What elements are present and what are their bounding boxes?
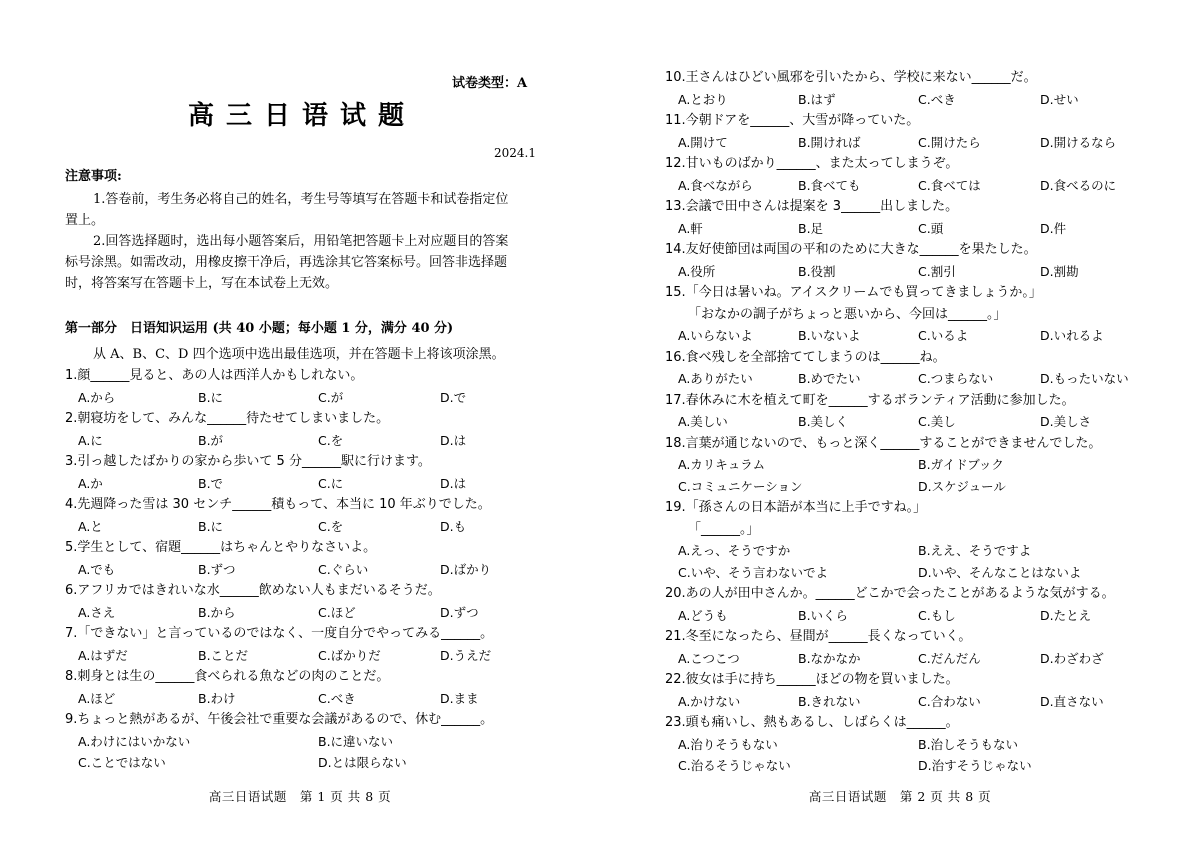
option-b[interactable]: B.に違いない (318, 733, 394, 749)
option-b[interactable]: B.で (198, 475, 224, 491)
option-d[interactable]: D.うえだ (440, 647, 492, 663)
option-d[interactable]: D.開けるなら (1040, 134, 1117, 150)
option-c[interactable]: C.べき (918, 91, 956, 107)
option-b[interactable]: B.美しく (798, 414, 849, 429)
question-text-line-2: 「______。」 (688, 521, 760, 537)
answer-options (78, 604, 558, 622)
option-b[interactable]: B.に (198, 518, 224, 534)
option-b[interactable]: B.ずつ (198, 561, 236, 577)
answer-options (78, 754, 558, 772)
option-d[interactable]: D.スケジュール (918, 478, 1006, 494)
option-b[interactable]: B.役割 (798, 263, 836, 279)
option-d[interactable]: D.いれるよ (1040, 328, 1104, 343)
option-b[interactable]: B.なかなか (798, 650, 861, 666)
option-d[interactable]: D.いや、そんなことはないよ (918, 564, 1082, 580)
option-c[interactable]: C.つまらない (918, 371, 994, 386)
option-c[interactable]: C.コミュニケーション (678, 478, 803, 494)
option-b[interactable]: B.に (198, 389, 224, 405)
exam-date: 2024.1 (494, 146, 536, 160)
option-c[interactable]: C.ぐらい (318, 561, 369, 577)
question-text: 6.アフリカではきれいな水______飲めない人もまだいるそうだ。 (65, 583, 441, 598)
option-b[interactable]: B.いないよ (798, 328, 861, 343)
option-a[interactable]: A.でも (78, 561, 116, 577)
option-b[interactable]: B.治しそうもない (918, 736, 1019, 752)
option-d[interactable]: D.は (440, 475, 467, 491)
option-d[interactable]: D.で (440, 389, 467, 405)
option-c[interactable]: C.もし (918, 607, 956, 623)
option-b[interactable]: B.いくら (798, 607, 849, 623)
option-d[interactable]: D.わざわざ (1040, 650, 1104, 666)
option-b[interactable]: B.はず (798, 91, 836, 107)
option-a[interactable]: A.カリキュラム (678, 457, 766, 472)
option-a[interactable]: A.軒 (678, 220, 703, 236)
option-c[interactable]: C.治るそうじゃない (678, 758, 791, 773)
section-heading: 第一部分 日语知识运用 (共 40 小题；每小题 1 分，满分 40 分) (65, 321, 454, 336)
option-a[interactable]: A.はずだ (78, 647, 128, 663)
option-c[interactable]: C.だんだん (918, 650, 981, 666)
question-text: 16.食べ残しを全部捨ててしまうのは______ね。 (665, 349, 946, 365)
option-b[interactable]: B.きれない (798, 693, 861, 709)
option-c[interactable]: C.を (318, 518, 344, 534)
answer-options (78, 561, 558, 579)
option-a[interactable]: A.わけにはいかない (78, 733, 191, 749)
answer-options (678, 650, 1158, 668)
option-a[interactable]: A.ほど (78, 690, 116, 706)
option-d[interactable]: D.ばかり (440, 561, 492, 577)
page-footer: 高三日语试题 第 1 页 共 8 页 (208, 789, 392, 804)
page-footer: 高三日语试题 第 2 页 共 8 页 (808, 789, 992, 804)
option-a[interactable]: A.ありがたい (678, 371, 753, 386)
option-b[interactable]: B.ことだ (198, 647, 249, 663)
option-d[interactable]: D.とは限らない (318, 755, 407, 770)
question-text: 22.彼女は手に持ち______ほどの物を買いました。 (665, 672, 959, 687)
answer-options (678, 177, 1158, 195)
question-text: 9.ちょっと熱があるが、午後会社で重要な会議があるので、休む______。 (65, 712, 494, 727)
option-a[interactable]: A.どうも (678, 607, 728, 623)
option-c[interactable]: C.開けたら (918, 134, 981, 150)
option-b[interactable]: B.足 (798, 220, 824, 236)
option-a[interactable]: A.か (78, 475, 103, 491)
option-a[interactable]: A.に (78, 432, 103, 448)
question-text: 18.言葉が通じないので、もっと深く______することができませんでした。 (665, 435, 1102, 451)
question-text: 1.顔______見ると、あの人は西洋人かもしれない。 (65, 368, 364, 383)
section-instruction: 从 A、B、C、D 四个选项中选出最佳选项，并在答题卡上将该项涂黑。 (93, 347, 505, 362)
option-d[interactable]: D.ずつ (440, 604, 479, 620)
paper-type: 试卷类型：A (452, 76, 528, 91)
option-c[interactable]: C.べき (318, 690, 356, 706)
question-text: 13.会議で田中さんは提案を 3______出しました。 (665, 199, 959, 214)
answer-options (678, 542, 1158, 560)
option-c[interactable]: C.いや、そう言わないでよ (678, 564, 828, 580)
answer-options (78, 389, 558, 407)
answer-options (678, 693, 1158, 711)
question-text: 8.刺身とは生の______食べられる魚などの肉のことだ。 (65, 669, 390, 684)
option-a[interactable]: A.美しい (678, 414, 728, 429)
answer-options (678, 478, 1158, 496)
question-text: 14.友好使節団は両国の平和のために大きな______を果たした。 (665, 242, 1037, 257)
answer-options (78, 690, 558, 708)
answer-options (678, 456, 1158, 474)
question-text: 17.春休みに木を植えて町を______するボランティア活動に参加した。 (665, 392, 1075, 408)
answer-options (678, 220, 1158, 238)
option-d[interactable]: D.は (440, 432, 467, 448)
option-c[interactable]: C.美し (918, 414, 956, 429)
answer-options (678, 263, 1158, 281)
option-c[interactable]: C.頭 (918, 220, 944, 236)
answer-options (78, 432, 558, 450)
option-c[interactable]: C.いるよ (918, 328, 969, 343)
question-text: 15.「今日は暑いね。アイスクリームでも買ってきましょうか。」 (665, 285, 1042, 300)
question-text: 4.先週降った雪は 30 センチ______積もって、本当に 10 年ぶりでした。 (65, 497, 491, 512)
option-a[interactable]: A.かけない (678, 693, 741, 709)
option-b[interactable]: B.から (198, 604, 236, 620)
notice-2: 2.回答选择题时，选出每小题答案后，用铅笔把答题卡上对应题目的答案 标号涂黑。如需改动，用橡皮擦干净后，再选涂其它答案标号。回答非选择题 时，将答案写在答题卡上，写在本试卷上无效。 (65, 234, 509, 291)
option-c[interactable]: C.が (318, 389, 344, 405)
question-text: 20.あの人が田中さんか。______どこかで会ったことがあるような気がする。 (665, 586, 1115, 601)
option-d[interactable]: D.もったいない (1040, 371, 1129, 386)
question-text: 2.朝寝坊をして、みんな______待たせてしまいました。 (65, 411, 390, 426)
option-d[interactable]: D.も (440, 518, 467, 534)
option-d[interactable]: D.まま (440, 690, 479, 706)
question-text: 7.「できない」と言っているのではなく、一度自分でやってみる______。 (65, 626, 494, 641)
answer-options (678, 607, 1158, 625)
answer-options (678, 134, 1158, 152)
option-a[interactable]: A.から (78, 389, 116, 405)
question-text: 5.学生として、宿題______はちゃんとやりなさいよ。 (65, 540, 377, 555)
option-b[interactable]: B.食べても (798, 177, 861, 193)
question-text: 3.引っ越したばかりの家から歩いて 5 分______駅に行けます。 (65, 454, 431, 469)
option-d[interactable]: D.割勘 (1040, 263, 1079, 279)
option-c[interactable]: C.合わない (918, 693, 981, 709)
option-a[interactable]: A.と (78, 518, 103, 534)
answer-options (78, 475, 558, 493)
option-a[interactable]: A.食べながら (678, 177, 753, 193)
answer-options (678, 757, 1158, 775)
answer-options (678, 91, 1158, 109)
option-a[interactable]: A.役所 (678, 263, 716, 279)
option-a[interactable]: A.治りそうもない (678, 736, 778, 752)
option-d[interactable]: D.美しさ (1040, 414, 1092, 429)
option-a[interactable]: A.いらないよ (678, 328, 753, 343)
answer-options (678, 564, 1158, 582)
option-b[interactable]: B.わけ (198, 690, 236, 706)
question-text: 12.甘いものばかり______、また太ってしまうぞ。 (665, 156, 959, 171)
option-a[interactable]: A.さえ (78, 604, 116, 620)
notice-heading: 注意事项: (65, 169, 122, 184)
answer-options (678, 736, 1158, 754)
option-b[interactable]: B.が (198, 432, 224, 448)
option-a[interactable]: A.とおり (678, 91, 728, 107)
answer-options (678, 370, 1158, 388)
option-c[interactable]: C.割引 (918, 263, 956, 279)
option-b[interactable]: B.ガイドブック (918, 457, 1004, 472)
notice-1: 1.答卷前，考生务必将自己的姓名，考生号等填写在答题卡和试卷指定位 置上。 (65, 192, 509, 228)
option-c[interactable]: C.に (318, 475, 344, 491)
option-b[interactable]: B.ええ、そうですよ (918, 543, 1032, 558)
answer-options (78, 733, 558, 751)
exam-page-2 (600, 0, 1200, 848)
answer-options (78, 518, 558, 536)
option-a[interactable]: A.えっ、そうですか (678, 543, 791, 558)
question-text: 10.王さんはひどい風邪を引いたから、学校に来ない______だ。 (665, 70, 1037, 85)
option-d[interactable]: D.直さない (1040, 693, 1104, 709)
question-text: 19.「孫さんの日本語が本当に上手ですね。」 (665, 500, 927, 515)
option-c[interactable]: C.ばかりだ (318, 647, 381, 663)
option-d[interactable]: D.件 (1040, 220, 1067, 236)
answer-options (678, 327, 1158, 345)
answer-options (78, 647, 558, 665)
question-text: 21.冬至になったら、昼間が______長くなっていく。 (665, 629, 972, 644)
exam-title: 高三日语试题 (188, 101, 417, 131)
option-c[interactable]: C.を (318, 432, 344, 448)
answer-options (678, 413, 1158, 431)
option-a[interactable]: A.開けて (678, 134, 728, 150)
question-text: 23.頭も痛いし、熱もあるし、しばらくは______。 (665, 715, 959, 730)
option-c[interactable]: C.ことではない (78, 755, 166, 770)
option-d[interactable]: D.治すそうじゃない (918, 758, 1032, 773)
question-text: 11.今朝ドアを______、大雪が降っていた。 (665, 113, 920, 128)
option-d[interactable]: D.せい (1040, 91, 1079, 107)
option-b[interactable]: B.めでたい (798, 371, 861, 386)
option-c[interactable]: C.ほど (318, 604, 356, 620)
option-d[interactable]: D.食べるのに (1040, 177, 1117, 193)
question-text-line-2: 「おなかの調子がちょっと悪いから、今回は______。」 (688, 306, 1007, 322)
option-d[interactable]: D.たとえ (1040, 607, 1092, 623)
option-c[interactable]: C.食べては (918, 177, 981, 193)
option-b[interactable]: B.開ければ (798, 134, 861, 150)
option-a[interactable]: A.こつこつ (678, 650, 740, 666)
